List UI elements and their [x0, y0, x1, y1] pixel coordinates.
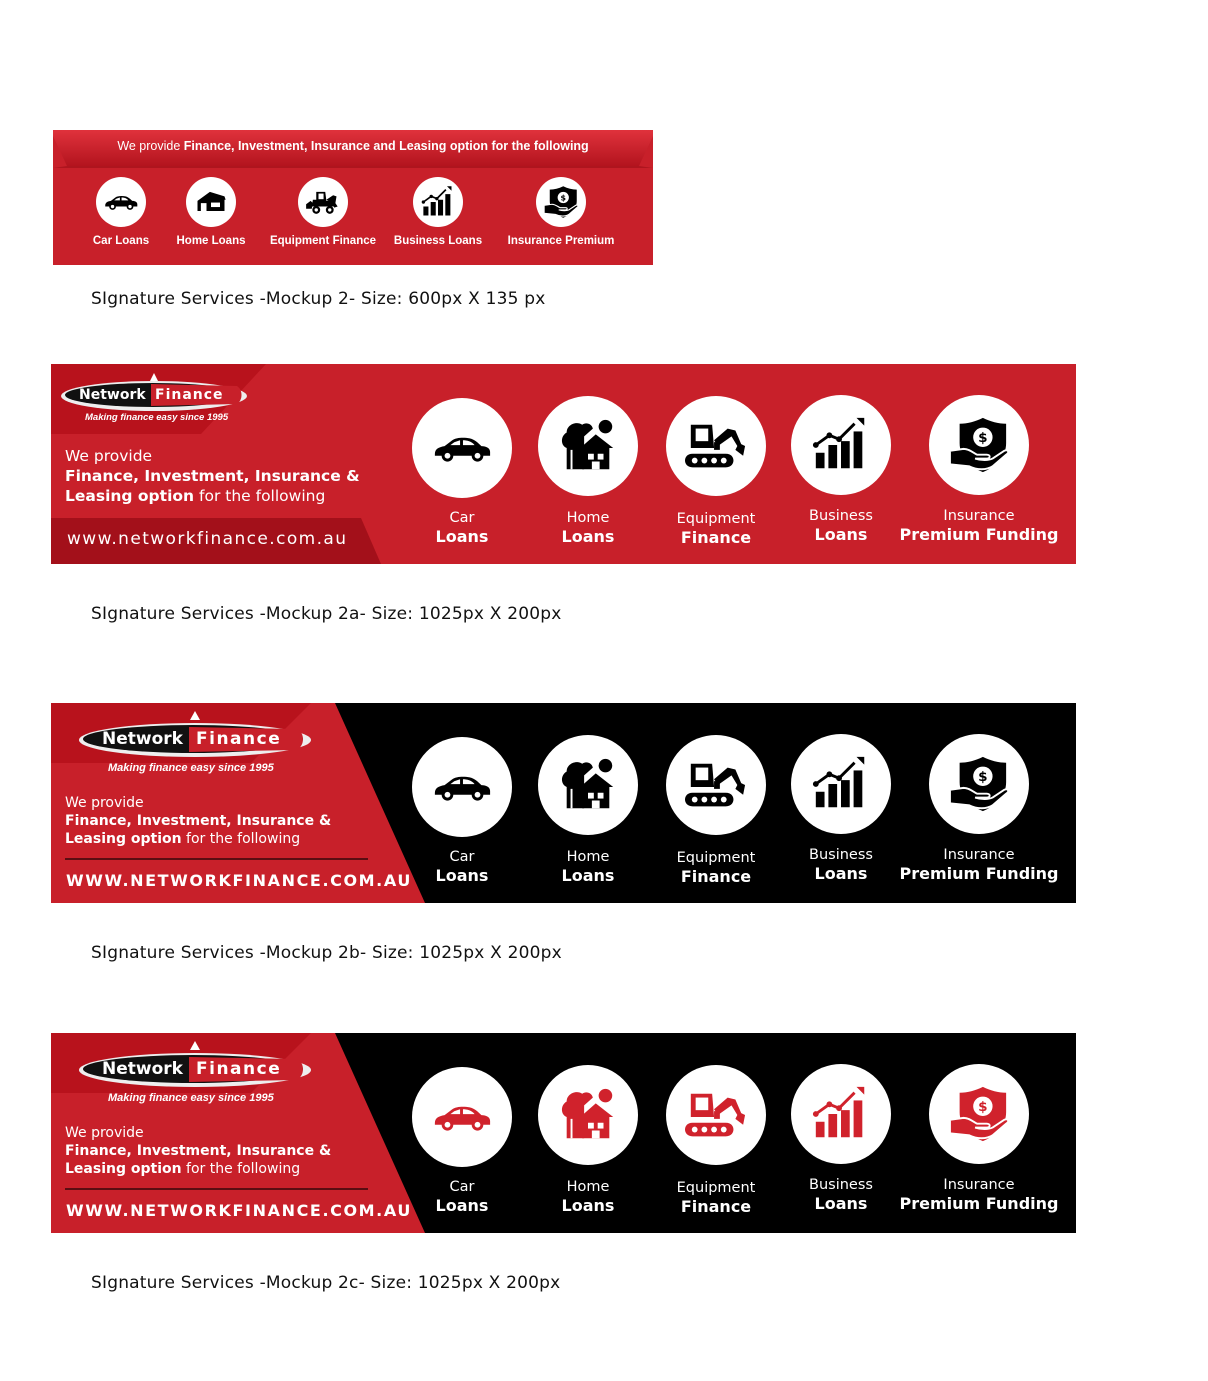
growth-chart-icon	[791, 395, 891, 495]
service-car-loans[interactable]: Car Loans	[367, 398, 557, 546]
shield-dollar-icon	[536, 177, 586, 227]
logo-tagline: Making finance easy since 1995	[85, 412, 229, 423]
logo-word-finance: Finance	[155, 387, 224, 403]
mockup2a-banner	[51, 364, 1076, 564]
intro-text: We provide Finance, Investment, Insurance & Leasing option for the following	[65, 1125, 332, 1177]
headline: We provide Finance, Investment, Insurance and Leasing option for the following	[117, 139, 589, 153]
service-business-loans[interactable]	[373, 177, 503, 247]
service-equipment-finance[interactable]	[258, 177, 388, 247]
service-equipment-finance[interactable]: Equipment Finance	[621, 1065, 811, 1216]
growth-chart-icon	[791, 1064, 891, 1164]
service-business-loans[interactable]: Business Loans	[746, 1064, 936, 1213]
service-car-loans[interactable]: Car Loans	[367, 737, 557, 885]
caption-mockup2b: SIgnature Services -Mockup 2b- Size: 1025px X 200px	[91, 943, 562, 963]
caption-mockup2c: SIgnature Services -Mockup 2c- Size: 1025px X 200px	[91, 1273, 561, 1293]
service-home-loans[interactable]	[146, 177, 276, 247]
service-label: Business Loans	[393, 235, 483, 247]
service-equipment-finance[interactable]: Equipment Finance	[621, 735, 811, 886]
caption-mockup2: SIgnature Services -Mockup 2- Size: 600px X 135 px	[91, 289, 546, 309]
website-url[interactable]: WWW.NETWORKFINANCE.COM.AU	[66, 871, 412, 890]
logo-tagline: Making finance easy since 1995	[108, 762, 274, 774]
mockup2b-banner	[51, 703, 1076, 903]
service-label: Equipment Finance	[269, 235, 377, 247]
service-home-loans[interactable]: Home Loans	[493, 735, 683, 885]
intro-text: We provide Finance, Investment, Insurance & Leasing option for the following	[65, 795, 332, 847]
service-label: Car Loans	[92, 235, 150, 247]
divider-line	[65, 858, 368, 860]
network-finance-logo	[59, 372, 249, 414]
service-insurance-premium-funding[interactable]: Insurance Premium Funding	[884, 395, 1074, 544]
shield-dollar-icon	[929, 734, 1029, 834]
service-label: Home Loans	[176, 235, 246, 247]
logo-word-network: Network	[102, 1059, 183, 1079]
website-url[interactable]: www.networkfinance.com.au	[67, 529, 348, 549]
car-icon	[96, 177, 146, 227]
service-business-loans[interactable]: Business Loans	[746, 734, 936, 883]
growth-chart-icon	[413, 177, 463, 227]
shield-dollar-icon	[929, 1064, 1029, 1164]
service-insurance-premium-funding[interactable]: Insurance Premium Funding	[884, 734, 1074, 883]
house-icon	[186, 177, 236, 227]
logo-word-network: Network	[79, 387, 146, 403]
service-insurance-premium[interactable]	[496, 177, 626, 247]
loader-icon	[298, 177, 348, 227]
shield-dollar-icon	[929, 395, 1029, 495]
divider-line	[65, 1188, 368, 1190]
intro-text: We provide Finance, Investment, Insurance & Leasing option for the following	[65, 447, 360, 505]
service-insurance-premium-funding[interactable]: Insurance Premium Funding	[884, 1064, 1074, 1213]
service-home-loans[interactable]: Home Loans	[493, 396, 683, 546]
service-equipment-finance[interactable]: Equipment Finance	[621, 396, 811, 547]
logo-word-finance: Finance	[196, 729, 282, 749]
logo-word-network: Network	[102, 729, 183, 749]
logo-tagline: Making finance easy since 1995	[108, 1092, 274, 1104]
website-url[interactable]: WWW.NETWORKFINANCE.COM.AU	[66, 1201, 412, 1220]
network-finance-logo	[77, 710, 313, 760]
service-label: Insurance Premium	[507, 235, 615, 247]
growth-chart-icon	[791, 734, 891, 834]
caption-mockup2a: SIgnature Services -Mockup 2a- Size: 1025px X 200px	[91, 604, 562, 624]
service-car-loans[interactable]: Car Loans	[367, 1067, 557, 1215]
mockup2c-banner	[51, 1033, 1076, 1233]
service-home-loans[interactable]: Home Loans	[493, 1065, 683, 1215]
service-business-loans[interactable]: Business Loans	[746, 395, 936, 544]
network-finance-logo	[77, 1040, 313, 1090]
mockup2-banner	[53, 130, 653, 265]
logo-word-finance: Finance	[196, 1059, 282, 1079]
